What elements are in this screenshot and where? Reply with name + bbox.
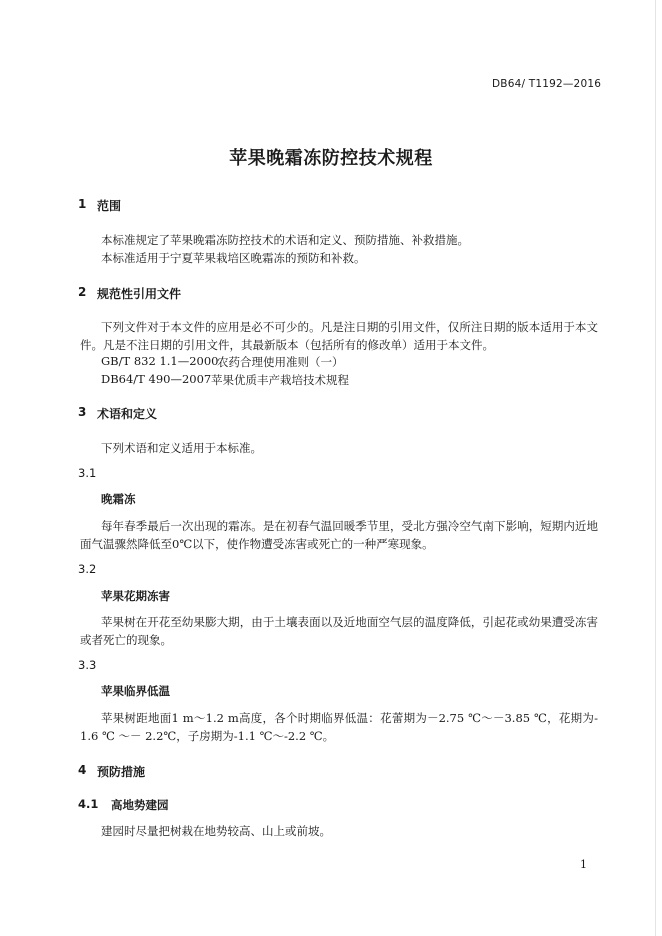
term-3-2-line-1: 苹果树在开花至幼果膨大期，由于土壤表面以及近地面空气层的温度降低，引起花或幼果遭受冻害: [101, 615, 598, 629]
term-3-2-line-2: 或者死亡的现象。: [80, 633, 172, 647]
section-2-heading: 规范性引用文件: [97, 287, 182, 301]
reference-2-title: 苹果优质丰产栽培技术规程: [211, 373, 349, 387]
document-title: 苹果晚霜冻防控技术规程: [229, 148, 433, 169]
term-3-1-line-1: 每年春季最后一次出现的霜冻。是在初春气温回暖季节里，受北方强冷空气南下影响，短期内近地: [101, 519, 598, 533]
scope-line-2: 本标准适用于宁夏苹果栽培区晚霜冻的预防和补救。: [101, 251, 366, 265]
term-3-1-name: 晚霜冻: [101, 492, 136, 506]
subsection-4-1-line-1: 建园时尽量把树栽在地势较高、山上或前坡。: [101, 824, 331, 838]
section-3-heading: 术语和定义: [97, 407, 158, 421]
scope-line-1: 本标准规定了苹果晚霜冻防控技术的术语和定义、预防措施、补救措施。: [101, 233, 469, 247]
reference-1-code: GB/T 832 1.1—2000: [101, 354, 219, 368]
term-3-1-line-2: 面气温骤然降低至0℃以下，使作物遭受冻害或死亡的一种严寒现象。: [80, 537, 434, 551]
term-3-2-number: 3.2: [78, 562, 97, 576]
terms-intro: 下列术语和定义适用于本标准。: [101, 441, 262, 455]
subsection-4-1-heading: 高地势建园: [111, 798, 169, 812]
standard-number: DB64/ T1192—2016: [492, 78, 602, 90]
term-3-1-number: 3.1: [78, 466, 97, 480]
section-4-number: 4: [78, 763, 87, 777]
references-line-1: 下列文件对于本文件的应用是必不可少的。凡是注日期的引用文件，仅所注日期的版本适用于本文: [101, 320, 598, 334]
term-3-2-name: 苹果花期冻害: [101, 589, 170, 603]
term-3-3-line-1: 苹果树距地面1 m～1.2 m高度，各个时期临界低温：花蕾期为－2.75 ℃～－3.85 ℃，花期为-: [101, 711, 598, 725]
term-3-3-name: 苹果临界低温: [101, 684, 170, 698]
page-number: 1: [580, 858, 587, 871]
reference-1-title: 农药合理使用准则（一）: [217, 355, 344, 369]
term-3-3-line-2: 1.6 ℃ ～－ 2.2℃，子房期为-1.1 ℃～-2.2 ℃。: [80, 729, 335, 743]
scan-page-edge: [655, 0, 656, 936]
term-3-3-number: 3.3: [78, 658, 97, 672]
section-1-number: 1: [78, 197, 87, 211]
section-1-heading: 范围: [97, 199, 122, 213]
section-3-number: 3: [78, 405, 87, 419]
subsection-4-1-number: 4.1: [78, 797, 99, 811]
references-line-2: 件。凡是不注日期的引用文件，其最新版本（包括所有的修改单）适用于本文件。: [80, 338, 494, 352]
section-4-heading: 预防措施: [97, 765, 146, 779]
reference-2-code: DB64/T 490—2007: [101, 372, 212, 386]
section-2-number: 2: [78, 285, 87, 299]
